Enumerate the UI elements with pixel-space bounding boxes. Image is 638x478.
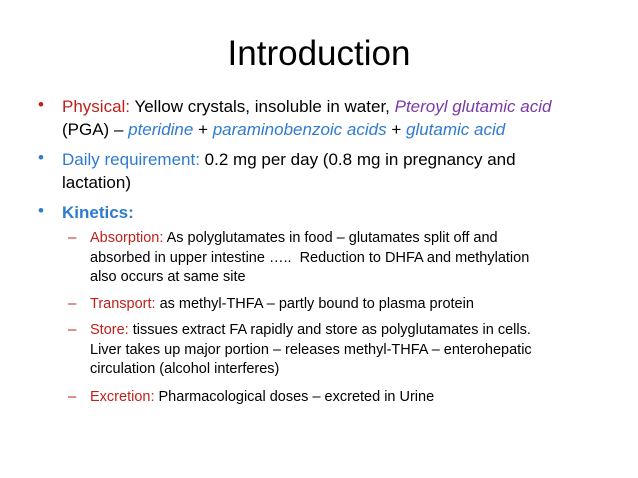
bullet-icon: • [38,201,44,220]
bullet-icon: • [38,95,44,114]
physical-line-1 [62,95,622,118]
transport-text: as methyl-THFA – partly bound to plasma protein [155,296,474,312]
sub-bullet-transport [90,295,625,315]
plus-sign-2: + [386,120,406,139]
absorption-line-1 [90,229,625,249]
physical-line-2 [62,118,622,141]
store-label: Store: [90,322,129,338]
daily-line-1 [62,148,622,171]
absorption-line-3: also occurs at same site [90,269,246,285]
store-text-1: tissues extract FA rapidly and store as polyglutamates in cells. [128,322,531,338]
physical-text-1: Yellow crystals, insoluble in water, [130,97,395,116]
excretion-line-1 [90,388,625,408]
sub-bullet-absorption [90,229,625,288]
daily-line-2: lactation) [62,173,131,192]
kinetics-label: Kinetics: [62,203,134,222]
excretion-text: Pharmacological doses – excreted in Urine [154,389,435,405]
store-line-2: Liver takes up major portion – releases methyl-THFA – enterohepatic [90,341,532,358]
store-line-3: circulation (alcohol interferes) [90,361,280,377]
absorption-label: Absorption: [90,230,164,246]
transport-line-1 [90,295,625,315]
dash-icon: – [68,321,77,338]
glutamic-term: glutamic acid [405,120,506,139]
bullet-daily-requirement [62,148,622,194]
dash-icon: – [68,295,77,312]
absorption-text-1: As polyglutamates in food – glutamates split off and [163,230,498,246]
absorption-line-2: absorbed in upper intestine ….. Reduction to DHFA and methylation [90,249,530,266]
physical-text-2: (PGA) – [62,120,129,139]
bullet-icon: • [38,148,44,167]
pteridine-term: pteridine [128,120,194,139]
dash-icon: – [68,229,77,246]
transport-label: Transport: [90,296,156,312]
daily-label: Daily requirement: [62,150,200,169]
sub-bullet-store [90,321,625,380]
bullet-physical [62,95,622,141]
plus-sign-1: + [193,120,213,139]
slide-title: Introduction [227,34,411,73]
excretion-label: Excretion: [90,389,155,405]
pga-name: Pteroyl glutamic acid [394,97,552,116]
physical-label: Physical: [62,97,131,116]
daily-text-1: 0.2 mg per day (0.8 mg in pregnancy and [199,150,516,169]
sub-bullet-excretion [90,388,625,408]
dash-icon: – [68,388,77,405]
paba-term: paraminobenzoic acids [212,120,387,139]
store-line-1 [90,321,625,341]
